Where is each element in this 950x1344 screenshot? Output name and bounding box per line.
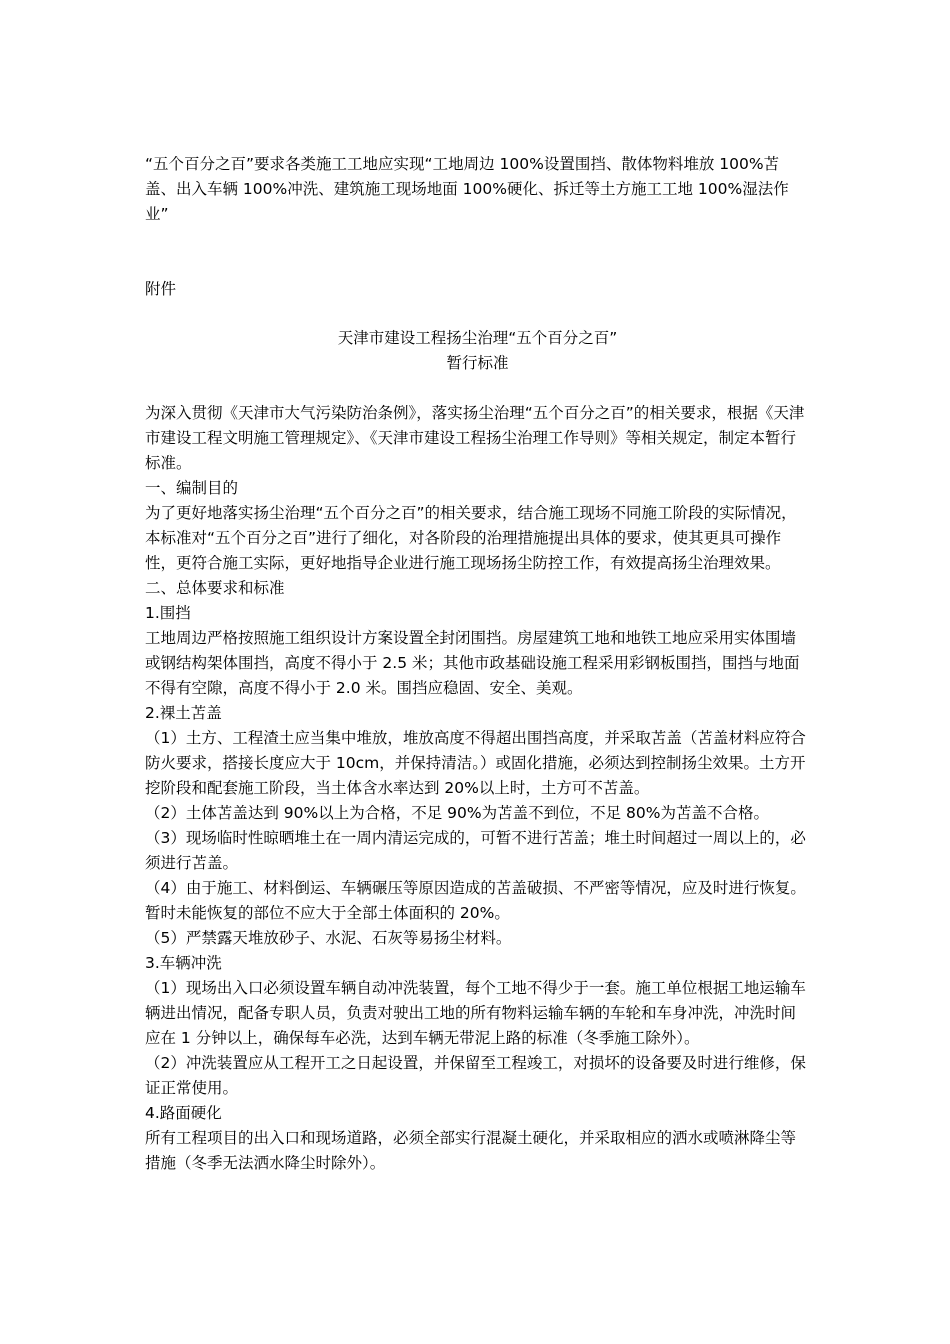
intro-paragraph: “五个百分之百”要求各类施工工地应实现“工地周边 100%设置围挡、散体物料堆放 100%苫盖、出入车辆 100%冲洗、建筑施工现场地面 100%硬化、拆迁等土方施工工地 100%湿法作业” [145,155,789,223]
hoarding-paragraph: 工地周边严格按照施工组织设计方案设置全封闭围挡。房屋建筑工地和地铁工地应采用实体围墙或钢结构架体围挡，高度不得小于 2.5 米；其他市政基础设施工程采用彩钢板围挡，围挡与地面不得有空隙，高度不得小于 2.0 米。围挡应稳固、安全、美观。 [145,629,800,697]
subheading-soil-cover: 2.裸土苫盖 [145,704,222,722]
soil-cover-item-4: （4）由于施工、材料倒运、车辆碾压等原因造成的苫盖破损、不严密等情况，应及时进行恢复。暂时未能恢复的部位不应大于全部土体面积的 20%。 [145,879,806,922]
soil-cover-item-5: （5）严禁露天堆放砂子、水泥、石灰等易扬尘材料。 [145,929,512,947]
section-heading-purpose: 一、编制目的 [145,479,239,497]
section-heading-requirements: 二、总体要求和标准 [145,579,285,597]
document-title-line2: 暂行标准 [446,354,509,372]
document-title [145,326,810,376]
road-hardening-paragraph: 所有工程项目的出入口和现场道路，必须全部实行混凝土硬化，并采取相应的洒水或喷淋降尘等措施（冬季无法洒水降尘时除外）。 [145,1129,797,1172]
attachment-label: 附件 [145,280,177,298]
soil-cover-item-2: （2）土体苫盖达到 90%以上为合格，不足 90%为苫盖不到位，不足 80%为苫盖不合格。 [145,804,769,822]
subheading-vehicle-washing: 3.车辆冲洗 [145,954,222,972]
document-title-line1: 天津市建设工程扬尘治理“五个百分之百” [337,329,618,347]
vehicle-washing-item-2: （2）冲洗装置应从工程开工之日起设置，并保留至工程竣工，对损坏的设备要及时进行维修，保证正常使用。 [145,1054,806,1097]
soil-cover-item-1: （1）土方、工程渣土应当集中堆放，堆放高度不得超出围挡高度，并采取苫盖（苫盖材料应符合防火要求，搭接长度应大于 10cm，并保持清洁。）或固化措施，必须达到控制扬尘效果。土方开挖阶段和配套施工阶段，当土体含水率达到 20%以上时，土方可不苫盖。 [145,729,806,797]
soil-cover-item-3: （3）现场临时性晾晒堆土在一周内清运完成的，可暂不进行苫盖；堆土时间超过一周以上的，必须进行苫盖。 [145,829,806,872]
preface-paragraph: 为深入贯彻《天津市大气污染防治条例》，落实扬尘治理“五个百分之百”的相关要求，根据《天津市建设工程文明施工管理规定》、《天津市建设工程扬尘治理工作导则》等相关规定，制定本暂行标准。 [145,404,805,472]
vehicle-washing-item-1: （1）现场出入口必须设置车辆自动冲洗装置，每个工地不得少于一套。施工单位根据工地运输车辆进出情况，配备专职人员，负责对驶出工地的所有物料运输车辆的车轮和车身冲洗，冲洗时间应在 1 分钟以上，确保每车必洗，达到车辆无带泥上路的标准（冬季施工除外）。 [145,979,806,1047]
subheading-road-hardening: 4.路面硬化 [145,1104,222,1122]
purpose-paragraph: 为了更好地落实扬尘治理“五个百分之百”的相关要求，结合施工现场不同施工阶段的实际情况，本标准对“五个百分之百”进行了细化，对各阶段的治理措施提出具体的要求，使其更具可操作性，更符合施工实际，更好地指导企业进行施工现场扬尘防控工作，有效提高扬尘治理效果。 [145,504,797,572]
document-body [145,401,810,1176]
subheading-hoarding: 1.围挡 [145,604,191,622]
